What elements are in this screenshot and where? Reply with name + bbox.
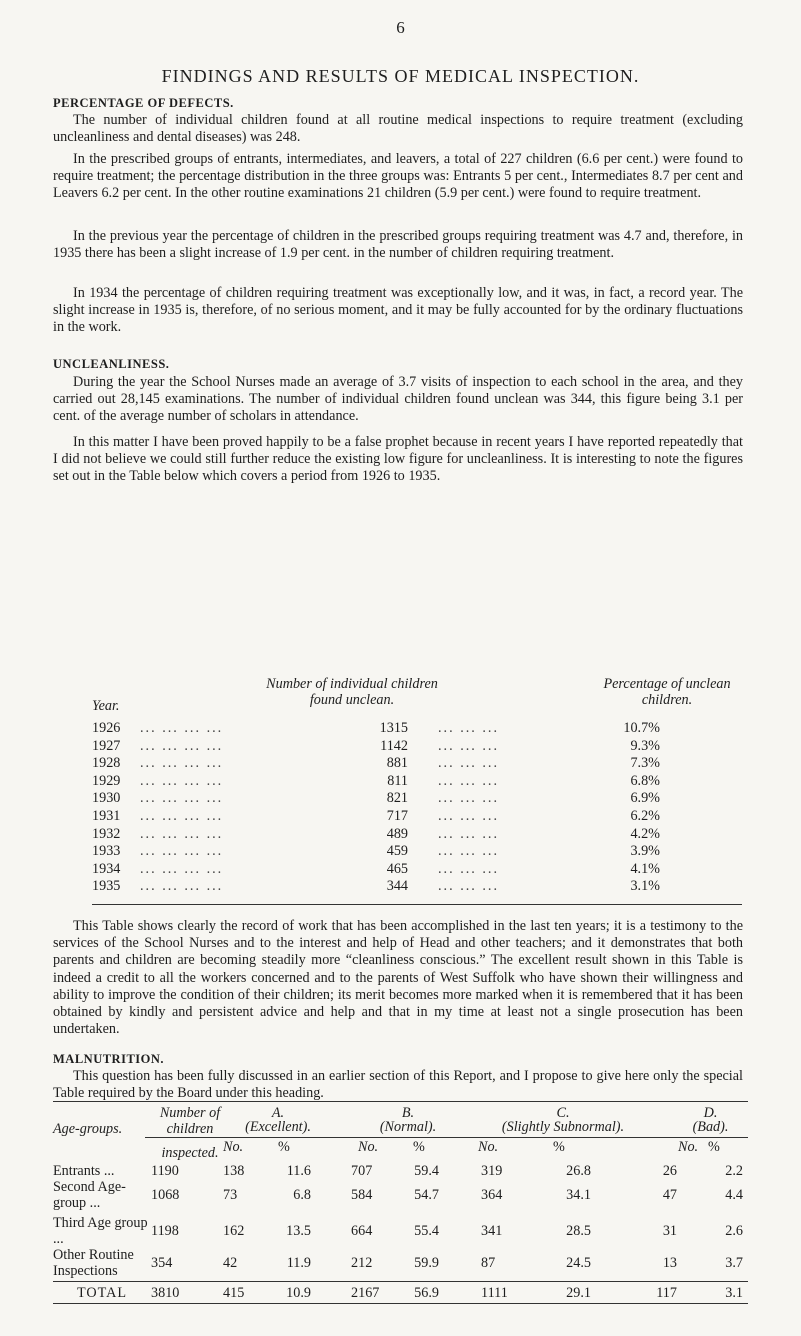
unclean-percentage-cell: 10.7%	[623, 720, 660, 736]
year-cell: 1931	[92, 808, 121, 824]
table-row	[92, 773, 742, 791]
leader-dots: ... ... ... ...	[140, 843, 224, 860]
d-pct-cell: 4.4	[725, 1187, 743, 1203]
c-no-cell: 341	[481, 1223, 503, 1239]
malnutrition-table	[53, 1105, 748, 1305]
leader-dots: ... ... ... ...	[140, 790, 224, 807]
table-row	[92, 843, 742, 861]
year-cell: 1935	[92, 878, 121, 895]
inspected-cell: 1198	[151, 1223, 179, 1239]
c-pct-cell: 34.1	[566, 1187, 591, 1203]
b-no-cell: 212	[351, 1255, 373, 1271]
a-no-cell: 42	[223, 1255, 238, 1271]
leader-dots: ... ... ...	[438, 755, 500, 772]
section-heading-uncleanliness: UNCLEANLINESS.	[53, 357, 170, 371]
a-no-cell: 73	[223, 1187, 238, 1203]
unclean-count-cell: 1142	[380, 737, 408, 754]
c-no-cell: 1111	[481, 1285, 508, 1301]
table-row	[92, 878, 742, 896]
leader-dots: ... ... ... ...	[140, 737, 224, 754]
uncleanliness-header-year: Year.	[92, 698, 120, 714]
leader-dots: ... ... ...	[438, 878, 500, 895]
year-cell: 1927	[92, 737, 121, 754]
d-no-cell: 31	[662, 1223, 677, 1239]
unclean-count-cell: 465	[386, 860, 408, 877]
d-pct-cell: 2.6	[725, 1223, 743, 1239]
unclean-count-cell: 811	[387, 772, 408, 789]
inspected-cell: 1068	[151, 1187, 180, 1203]
leader-dots: ... ... ... ...	[140, 772, 224, 789]
table-row	[92, 826, 742, 844]
unclean-percentage-cell: 6.9%	[630, 790, 660, 807]
leader-dots: ... ... ... ...	[140, 825, 224, 842]
leader-dots: ... ... ...	[438, 737, 500, 754]
year-cell: 1934	[92, 860, 121, 877]
age-group-label: Other Routine Inspections	[53, 1247, 134, 1279]
a-no-cell: 415	[223, 1285, 245, 1301]
year-cell: 1933	[92, 843, 121, 860]
uncleanliness-paragraph-1: During the year the School Nurses made an average of 3.7 visits of inspection to each school in the area, and they carried out 28,145 examinations. The number of individual children found unclean was 344, this figure being 3.1 per cent. of the average number of scholars in attendance.	[53, 374, 743, 425]
year-cell: 1926	[92, 720, 121, 736]
unclean-count-cell: 489	[386, 825, 408, 842]
uncleanliness-header-number: Number of individual children found unclean.	[266, 676, 438, 708]
table-row	[92, 738, 742, 756]
mal-subheader-pct: %	[278, 1139, 290, 1155]
page-title: FINDINGS AND RESULTS OF MEDICAL INSPECTION.	[161, 66, 640, 86]
b-pct-cell: 55.4	[414, 1223, 439, 1239]
leader-dots: ... ... ...	[438, 808, 500, 824]
unclean-count-cell: 821	[386, 790, 408, 807]
mal-header-number: Number of children	[159, 1105, 221, 1137]
a-pct-cell: 6.8	[293, 1187, 311, 1203]
leader-dots: ... ... ...	[438, 790, 500, 807]
leader-dots: ... ... ...	[438, 772, 500, 789]
page-number: 6	[396, 18, 405, 37]
d-no-cell: 47	[662, 1187, 677, 1203]
table-rule	[53, 1303, 748, 1304]
age-group-label: TOTAL	[77, 1285, 128, 1301]
mal-header-a-label: A.	[271, 1105, 285, 1121]
unclean-count-cell: 344	[386, 878, 408, 895]
mal-subheader-pct: %	[708, 1139, 720, 1155]
age-group-label: Entrants ...	[53, 1163, 115, 1179]
year-cell: 1932	[92, 825, 121, 842]
age-group-label: Third Age group ...	[53, 1215, 148, 1247]
inspected-cell: 354	[151, 1255, 173, 1271]
table-rule	[53, 1281, 748, 1282]
mal-header-c-label: C.	[556, 1105, 570, 1121]
unclean-count-cell: 881	[386, 755, 408, 772]
inspected-cell: 1190	[151, 1163, 179, 1179]
mal-header-d-label: D.	[703, 1105, 718, 1121]
c-pct-cell: 26.8	[566, 1163, 591, 1179]
unclean-count-cell: 459	[386, 843, 408, 860]
unclean-percentage-cell: 4.1%	[630, 860, 660, 877]
unclean-percentage-cell: 9.3%	[630, 737, 660, 754]
a-no-cell: 138	[223, 1163, 245, 1179]
c-pct-cell: 24.5	[566, 1255, 591, 1271]
a-pct-cell: 10.9	[286, 1285, 311, 1301]
unclean-percentage-cell: 6.8%	[630, 772, 660, 789]
defects-paragraph-4: In 1934 the percentage of children requiring treatment was exceptionally low, and it was, in fact, a record year. The slight increase in 1935 is, therefore, of no serious moment, and it may be fully accounted for by the ordinary fluctuations in the work.	[53, 285, 743, 336]
b-pct-cell: 54.7	[414, 1187, 439, 1203]
leader-dots: ... ... ... ...	[140, 720, 224, 736]
c-no-cell: 364	[481, 1187, 503, 1203]
defects-paragraph-2: In the prescribed groups of entrants, intermediates, and leavers, a total of 227 children (6.6 per cent.) were found to require treatment; the percentage distribution in the three groups was: Entrants 5 per cent., Intermediates 8.7 per cent and Leavers 6.2 per cent. In the other routine examinations 21 children (5.9 per cent.) were found to require treatment.	[53, 151, 743, 202]
table-row	[92, 861, 742, 879]
unclean-percentage-cell: 7.3%	[630, 755, 660, 772]
mal-header-c-sub: (Slightly Subnormal).	[501, 1119, 625, 1135]
unclean-percentage-cell: 3.1%	[630, 878, 660, 895]
table-rule	[92, 904, 742, 905]
unclean-count-cell: 1315	[379, 720, 408, 736]
b-pct-cell: 59.4	[414, 1163, 439, 1179]
mal-subheader-pct: %	[413, 1139, 425, 1155]
uncleanliness-after-table: This Table shows clearly the record of work that has been accomplished in the last ten years; it is a testimony to the services of the School Nurses and to the interest and help of Head and other teachers; and it demonstrates that both parents and children are becoming steadily more “cleanliness conscious.” The excellent result shown in this Table is indeed a credit to all the workers concerned and to the parents of West Suffolk who have shown their willingness and ability to improve the condition of their children; its merit becomes more marked when it is remembered that it has been obtained by kindly and persistent advice and help and that in my time at least not a single prosecution has been undertaken.	[53, 918, 743, 1038]
b-pct-cell: 59.9	[414, 1255, 439, 1271]
uncleanliness-header-percentage: Percentage of unclean children.	[603, 676, 731, 708]
a-pct-cell: 13.5	[286, 1223, 311, 1239]
a-pct-cell: 11.9	[286, 1255, 311, 1271]
a-no-cell: 162	[223, 1223, 245, 1239]
table-row	[92, 790, 742, 808]
c-pct-cell: 29.1	[566, 1285, 591, 1301]
table-rule	[145, 1137, 748, 1138]
mal-subheader-no: No.	[358, 1139, 379, 1155]
year-cell: 1929	[92, 772, 121, 789]
year-cell: 1928	[92, 755, 121, 772]
table-row	[92, 720, 742, 738]
uncleanliness-paragraph-2: In this matter I have been proved happily to be a false prophet because in recent years I have reported repeatedly that I did not believe we could still further reduce the existing low figure for uncleanliness. It is interesting to note the figures set out in the Table below which covers a period from 1926 to 1935.	[53, 434, 743, 485]
section-heading-malnutrition: MALNUTRITION.	[53, 1052, 165, 1066]
leader-dots: ... ... ... ...	[140, 860, 224, 877]
mal-header-b-sub: (Normal).	[379, 1119, 437, 1135]
b-no-cell: 584	[351, 1187, 373, 1203]
d-pct-cell: 3.1	[725, 1285, 743, 1301]
a-pct-cell: 11.6	[286, 1163, 311, 1179]
defects-paragraph-3: In the previous year the percentage of children in the prescribed groups requiring treatment was 4.7 and, therefore, in 1935 there has been a slight increase of 1.9 per cent. in the number of children requiring treatment.	[53, 228, 743, 262]
d-no-cell: 117	[656, 1285, 677, 1301]
mal-header-b-label: B.	[401, 1105, 415, 1121]
leader-dots: ... ... ... ...	[140, 755, 224, 772]
inspected-cell: 3810	[151, 1285, 180, 1301]
mal-subheader-no: No.	[678, 1139, 699, 1155]
leader-dots: ... ... ...	[438, 843, 500, 860]
d-no-cell: 26	[662, 1163, 677, 1179]
mal-subheader-no: No.	[223, 1139, 244, 1155]
table-row	[92, 755, 742, 773]
malnutrition-paragraph-1: This question has been fully discussed in an earlier section of this Report, and I propose to give here only the special Table required by the Board under this heading.	[53, 1068, 743, 1102]
c-pct-cell: 28.5	[566, 1223, 591, 1239]
unclean-percentage-cell: 6.2%	[630, 808, 660, 824]
mal-subheader-no: No.	[478, 1139, 499, 1155]
b-no-cell: 2167	[351, 1285, 380, 1301]
leader-dots: ... ... ... ...	[140, 878, 224, 895]
unclean-percentage-cell: 3.9%	[630, 843, 660, 860]
unclean-count-cell: 717	[386, 808, 408, 824]
mal-header-a-sub: (Excellent).	[245, 1119, 311, 1135]
leader-dots: ... ... ...	[438, 720, 500, 736]
mal-subheader-pct: %	[553, 1139, 565, 1155]
leader-dots: ... ... ... ...	[140, 808, 224, 824]
leader-dots: ... ... ...	[438, 860, 500, 877]
mal-header-age-groups: Age-groups.	[53, 1121, 123, 1137]
d-pct-cell: 2.2	[725, 1163, 743, 1179]
b-no-cell: 664	[351, 1223, 373, 1239]
table-rule	[53, 1101, 748, 1102]
b-pct-cell: 56.9	[414, 1285, 439, 1301]
uncleanliness-table	[92, 676, 742, 906]
unclean-percentage-cell: 4.2%	[630, 825, 660, 842]
mal-header-inspected: inspected.	[161, 1145, 219, 1161]
defects-paragraph-1: The number of individual children found at all routine medical inspections to require treatment (excluding uncleanliness and dental diseases) was 248.	[53, 112, 743, 146]
table-row	[92, 808, 742, 826]
d-pct-cell: 3.7	[725, 1255, 743, 1271]
b-no-cell: 707	[351, 1163, 373, 1179]
age-group-label: Second Age-group ...	[53, 1179, 126, 1211]
year-cell: 1930	[92, 790, 121, 807]
mal-header-d-sub: (Bad).	[692, 1119, 729, 1135]
c-no-cell: 87	[481, 1255, 496, 1271]
c-no-cell: 319	[481, 1163, 503, 1179]
d-no-cell: 13	[662, 1255, 677, 1271]
section-heading-defects: PERCENTAGE OF DEFECTS.	[53, 96, 234, 110]
leader-dots: ... ... ...	[438, 825, 500, 842]
